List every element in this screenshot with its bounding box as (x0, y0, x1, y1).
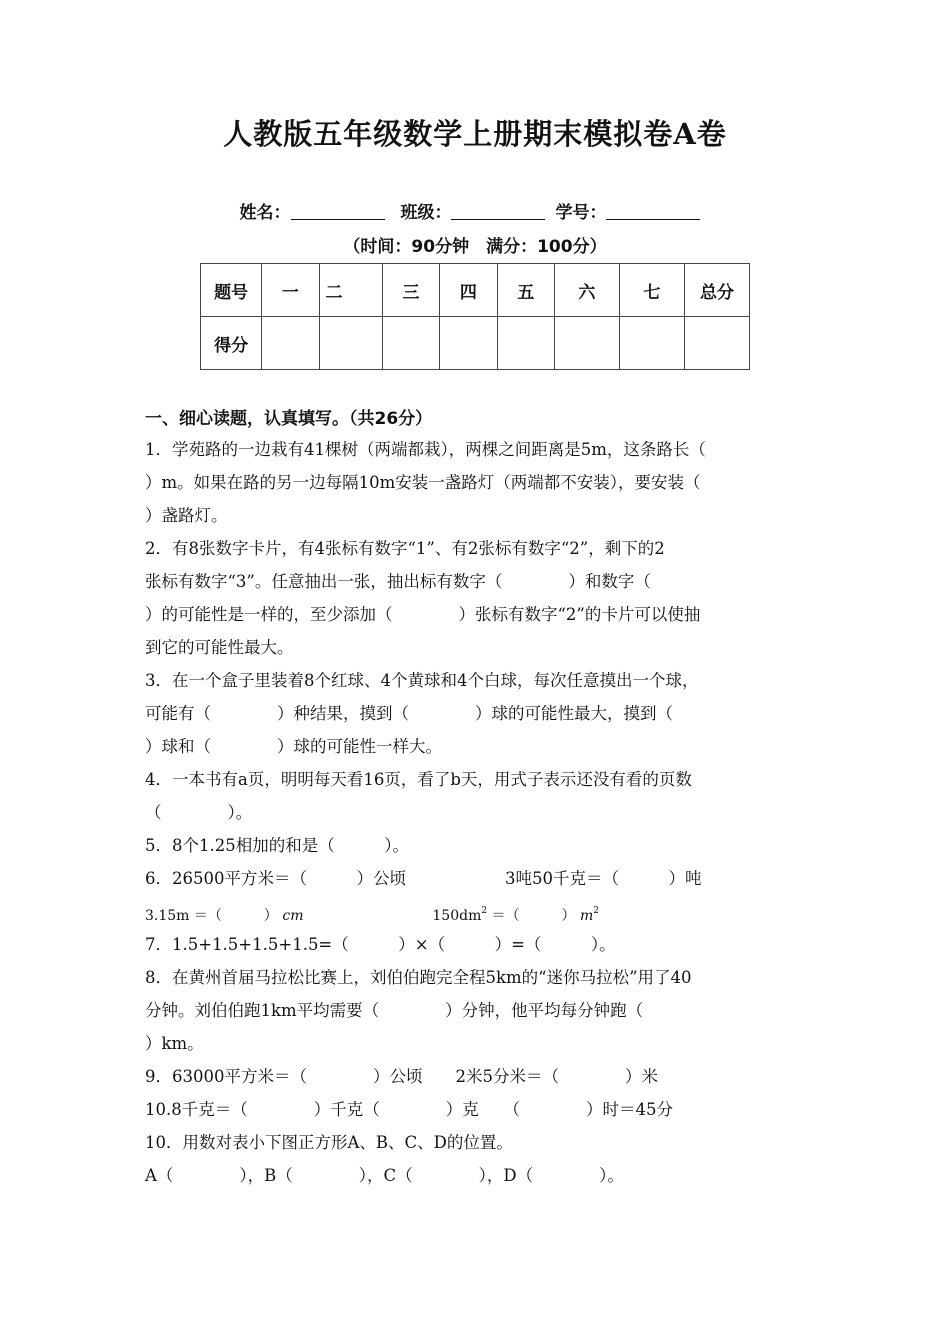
text-line: 3．在一个盒子里装着8个红球、4个黄球和4个白球，每次任意摸出一个球， (145, 671, 699, 690)
text-line: 1．学苑路的一边栽有41棵树（两端都栽），两棵之间距离是5m，这条路长（ (145, 440, 706, 459)
score-table-score-row (201, 317, 750, 370)
table-cell: 五 (497, 264, 554, 317)
unit-b-rest: ＝（ ） (487, 908, 576, 924)
question-body (145, 433, 810, 1192)
text-line: 分钟。刘伯伯跑1km平均需要（ ）分钟，他平均每分钟跑（ (145, 1001, 644, 1020)
text-line: A（ ），B（ ），C（ ），D（ ）。 (145, 1166, 624, 1185)
text-line: ）球和（ ）球的可能性一样大。 (145, 737, 442, 756)
score-cell[interactable] (382, 317, 439, 370)
table-cell: 得分 (201, 317, 262, 370)
class-field[interactable] (451, 203, 545, 220)
unit-a-label: cm (282, 908, 304, 924)
text-line: （ ）。 (145, 803, 253, 822)
unit-b-label: m (580, 908, 594, 924)
text-line: 可能有（ ）种结果，摸到（ ）球的可能性最大，摸到（ (145, 704, 673, 723)
table-cell: 二 (319, 264, 382, 317)
text-line: 4．一本书有a页，明明每天看16页，看了b天，用式子表示还没有看的页数 (145, 770, 692, 789)
table-cell: 一 (262, 264, 319, 317)
text-line: 8．在黄州首届马拉松比赛上，刘伯伯跑完全程5km的“迷你马拉松”用了40 (145, 968, 692, 987)
unit-a: 3.15m ＝（ ） (145, 908, 278, 924)
id-field[interactable] (606, 203, 700, 220)
text-line: 10．用数对表小下图正方形A、B、C、D的位置。 (145, 1133, 513, 1152)
score-table-header-row (201, 264, 750, 317)
score-table (200, 263, 750, 370)
table-cell: 题号 (201, 264, 262, 317)
score-cell[interactable] (684, 317, 749, 370)
text-line: 6．26500平方米＝（ ）公顷 3吨50千克＝（ ）吨 (145, 869, 702, 888)
score-cell[interactable] (440, 317, 497, 370)
name-label: 姓名： (239, 203, 291, 223)
table-cell: 四 (440, 264, 497, 317)
text-line: 9．63000平方米＝（ ）公顷 2米5分米＝（ ）米 (145, 1067, 658, 1086)
score-cell[interactable] (554, 317, 619, 370)
text-line: 5．8个1.25相加的和是（ ）。 (145, 836, 409, 855)
section-1-title: 一、细心读题，认真填写。（共26分） (145, 409, 433, 429)
student-info-row (0, 198, 950, 223)
unit-b-label-sup: 2 (593, 906, 600, 916)
text-line: ）km。 (145, 1034, 204, 1053)
score-cell[interactable] (497, 317, 554, 370)
name-field[interactable] (291, 203, 385, 220)
score-cell[interactable] (319, 317, 382, 370)
table-cell: 七 (619, 264, 684, 317)
score-cell[interactable] (262, 317, 319, 370)
text-line: 10.8千克＝（ ）千克（ ）克 （ ）时＝45分 (145, 1100, 673, 1119)
text-line: 7．1.5+1.5+1.5+1.5=（ ）×（ ）=（ ）。 (145, 935, 616, 954)
text-line: 到它的可能性最大。 (145, 638, 294, 657)
time-note: （时间：90分钟 满分：100分） (343, 237, 607, 257)
page-title: 人教版五年级数学上册期末模拟卷A卷 (223, 117, 727, 151)
text-line: ）盏路灯。 (145, 506, 228, 525)
unit-conversion-line (145, 895, 810, 928)
table-cell: 总分 (684, 264, 749, 317)
text-line: 张标有数字“3”。任意抽出一张，抽出标有数字（ ）和数字（ (145, 572, 651, 591)
class-label: 班级： (400, 203, 452, 223)
text-line: 2．有8张数字卡片，有4张标有数字“1”、有2张标有数字“2”，剩下的2 (145, 539, 665, 558)
score-cell[interactable] (619, 317, 684, 370)
unit-b-sup: 2 (481, 906, 488, 916)
table-cell: 三 (382, 264, 439, 317)
text-line: ）的可能性是一样的，至少添加（ ）张标有数字“2”的卡片可以使抽 (145, 605, 701, 624)
text-line: ）m。如果在路的另一边每隔10m安装一盏路灯（两端都不安装），要安装（ (145, 473, 701, 492)
id-label: 学号： (555, 203, 607, 223)
unit-b: 150dm (432, 908, 482, 924)
table-cell: 六 (554, 264, 619, 317)
